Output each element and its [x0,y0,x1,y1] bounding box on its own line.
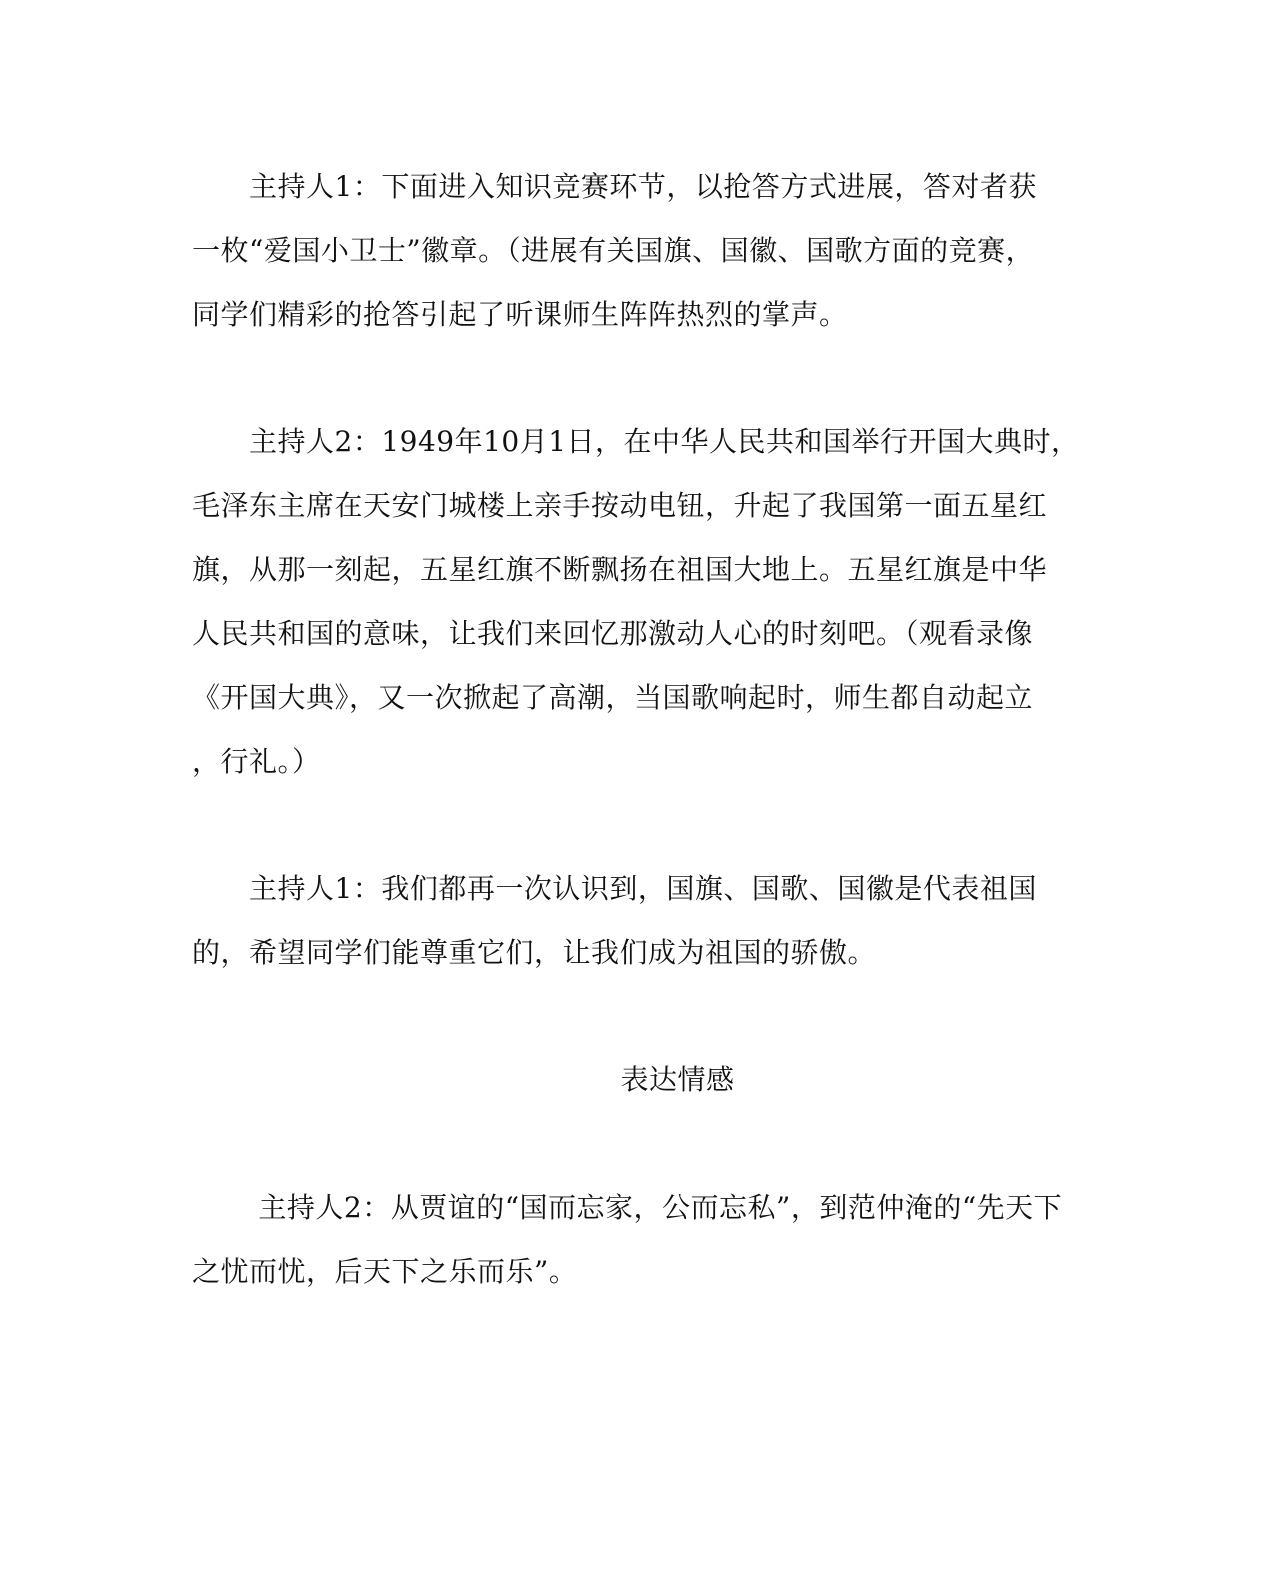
paragraph-1-line-3: 同学们精彩的抢答引起了听课师生阵阵热烈的掌声。 [192,298,848,331]
paragraph-4-line-2: 之忧而忧，后天下之乐而乐”。 [192,1255,578,1288]
paragraph-4-line-1: 主持人2：从贾谊的“国而忘家，公而忘私”，到范仲淹的“先天下 [192,1191,1063,1224]
paragraph-2-line-4: 人民共和国的意味，让我们来回忆那激动人心的时刻吧。（观看录像 [192,617,1034,650]
paragraph-1-line-2: 一枚“爱国小卫士”徽章。（进展有关国旗、国徽、国歌方面的竞赛， [192,234,1035,267]
paragraph-2-line-2: 毛泽东主席在天安门城楼上亲手按动电钮，升起了我国第一面五星红 [192,489,1048,522]
paragraph-2-line-6: ，行礼。） [192,745,321,778]
paragraph-1-line-1: 主持人1：下面进入知识竞赛环节，以抢答方式进展，答对者获 [192,170,1037,203]
paragraph-3-line-2: 的，希望同学们能尊重它们，让我们成为祖国的骄傲。 [192,936,877,969]
paragraph-2-line-1: 主持人2：1949年10月1日，在中华人民共和国举行开国大典时， [192,425,1080,458]
paragraph-3-line-1: 主持人1：我们都再一次认识到，国旗、国歌、国徽是代表祖国 [192,872,1037,905]
paragraph-2-line-5: 《开国大典》，又一次掀起了高潮，当国歌响起时，师生都自动起立 [192,681,1034,714]
paragraph-2-line-3: 旗，从那一刻起，五星红旗不断飘扬在祖国大地上。五星红旗是中华 [192,553,1048,586]
section-heading: 表达情感 [620,1063,735,1096]
